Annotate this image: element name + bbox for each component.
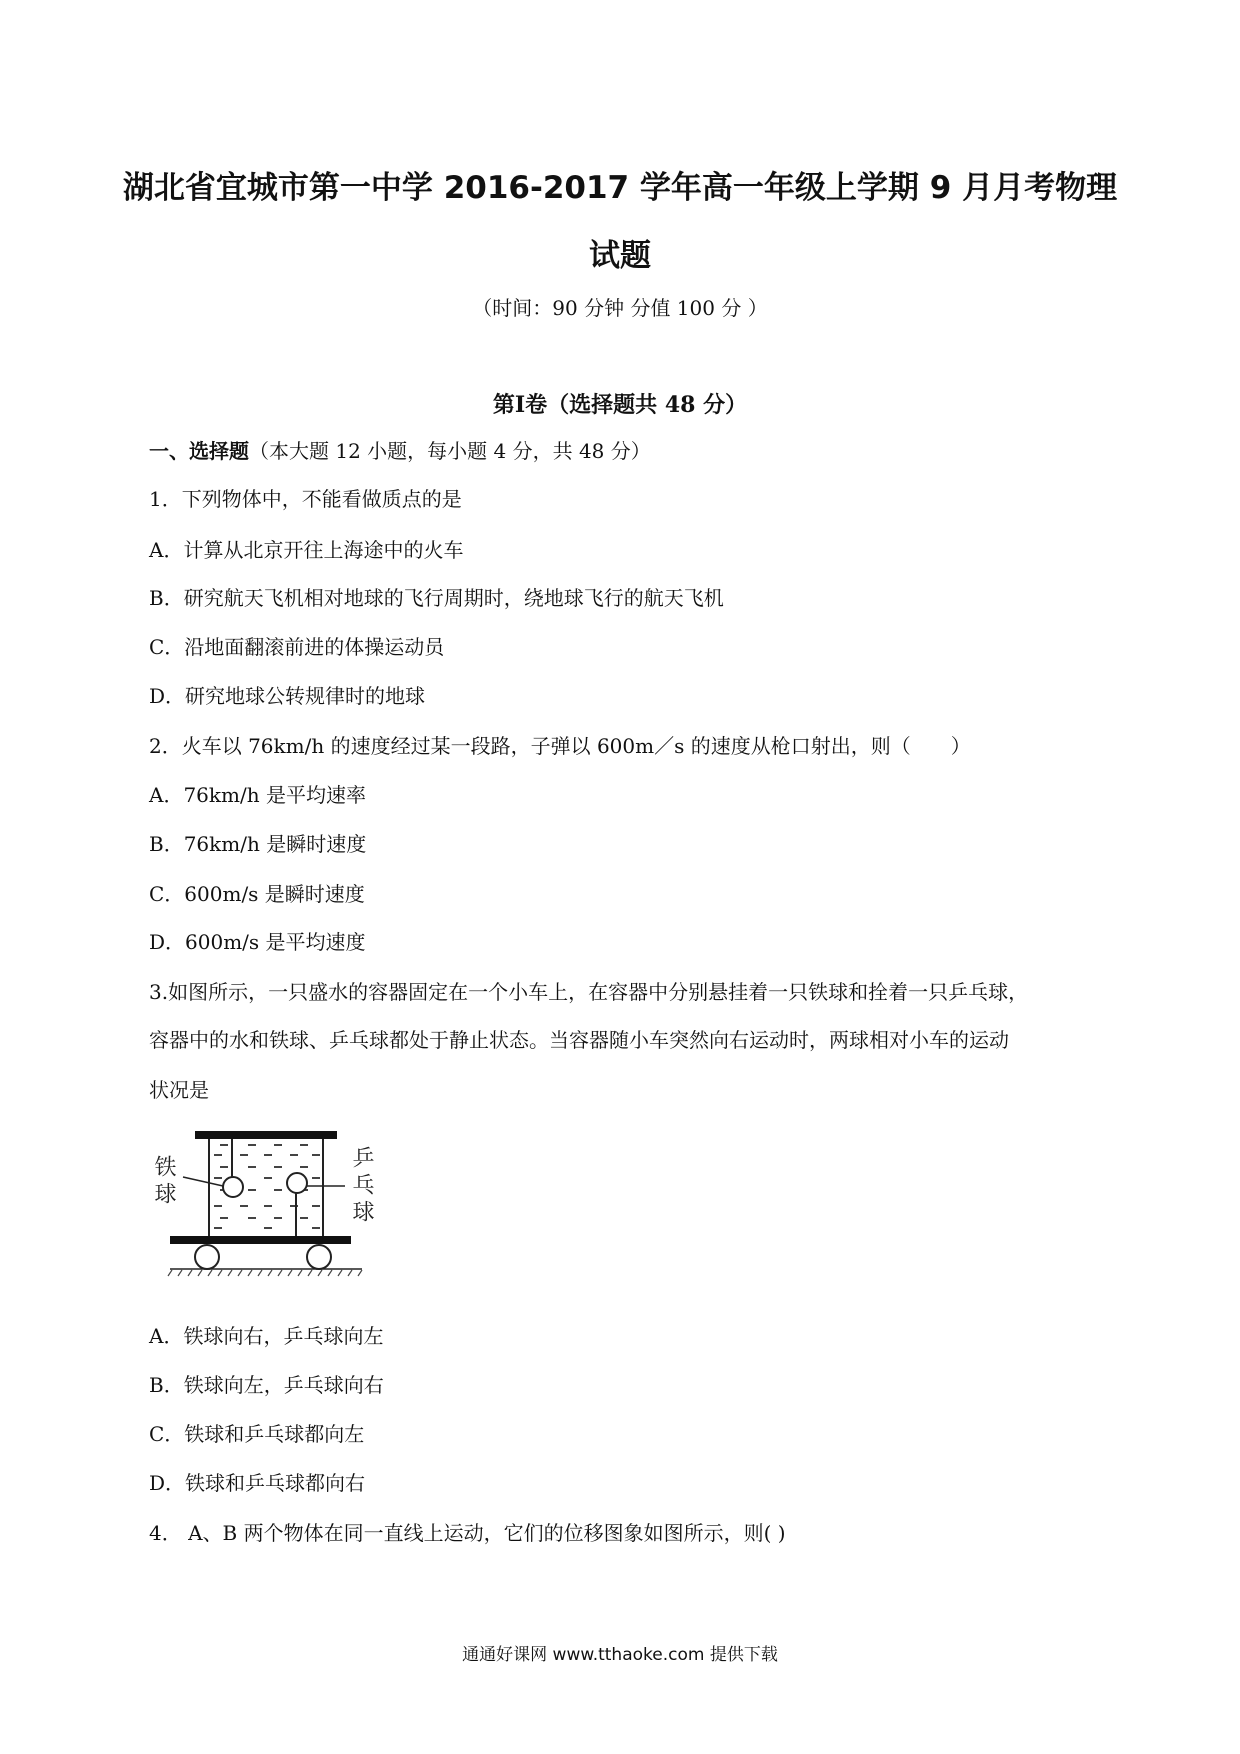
pingpong-ball bbox=[287, 1173, 307, 1193]
q2-option-c: C．600m/s 是瞬时速度 bbox=[149, 882, 365, 906]
q1-option-d: D．研究地球公转规律时的地球 bbox=[149, 684, 426, 708]
q2-option-a: A．76km/h 是平均速率 bbox=[149, 783, 366, 807]
q3-option-c: C．铁球和乒乓球都向左 bbox=[149, 1422, 365, 1446]
q3-stem-line-1: 3.如图所示，一只盛水的容器固定在一个小车上，在容器中分别悬挂着一只铁球和拴着一只乒乓球， bbox=[149, 980, 1029, 1004]
page-footer: 通通好课网 www.tthaoke.com 提供下载 bbox=[462, 1645, 778, 1665]
part-heading: 第Ⅰ卷（选择题共 48 分） bbox=[492, 392, 748, 418]
iron-ball bbox=[223, 1177, 243, 1197]
q3-stem-line-2: 容器中的水和铁球、乒乓球都处于静止状态。当容器随小车突然向右运动时，两球相对小车的运动 bbox=[149, 1028, 1009, 1052]
q4-stem: 4． A、B 两个物体在同一直线上运动，它们的位移图象如图所示，则( ) bbox=[149, 1521, 786, 1545]
q3-stem-line-3: 状况是 bbox=[149, 1078, 209, 1102]
q2-stem: 2．火车以 76km/h 的速度经过某一段路，子弹以 600m／s 的速度从枪口射出，则（ ） bbox=[149, 734, 971, 758]
section-label: 一、选择题 bbox=[149, 439, 249, 463]
section-heading bbox=[149, 439, 651, 463]
q3-option-b: B．铁球向左，乒乓球向右 bbox=[149, 1373, 384, 1397]
q1-stem: 1．下列物体中，不能看做质点的是 bbox=[149, 487, 462, 511]
subtitle: （时间：90 分钟 分值 100 分 ） bbox=[472, 296, 768, 320]
section-note: （本大题 12 小题，每小题 4 分，共 48 分） bbox=[249, 439, 651, 463]
title-line-2: 试题 bbox=[589, 238, 651, 274]
q1-option-b: B．研究航天飞机相对地球的飞行周期时，绕地球飞行的航天飞机 bbox=[149, 586, 724, 610]
q1-option-c: C．沿地面翻滚前进的体操运动员 bbox=[149, 635, 445, 659]
label-iron-ball: 铁球 bbox=[151, 1155, 176, 1209]
q2-option-d: D．600m/s 是平均速度 bbox=[149, 930, 366, 954]
q3-option-a: A．铁球向右，乒乓球向左 bbox=[149, 1324, 384, 1348]
q2-option-b: B．76km/h 是瞬时速度 bbox=[149, 832, 367, 856]
label-pingpong-ball: 乒乓球 bbox=[349, 1146, 374, 1227]
q3-option-d: D．铁球和乒乓球都向右 bbox=[149, 1471, 366, 1495]
q1-option-a: A．计算从北京开往上海途中的火车 bbox=[149, 538, 464, 562]
title-line-1: 湖北省宜城市第一中学 2016-2017 学年高一年级上学期 9 月月考物理 bbox=[122, 170, 1118, 206]
